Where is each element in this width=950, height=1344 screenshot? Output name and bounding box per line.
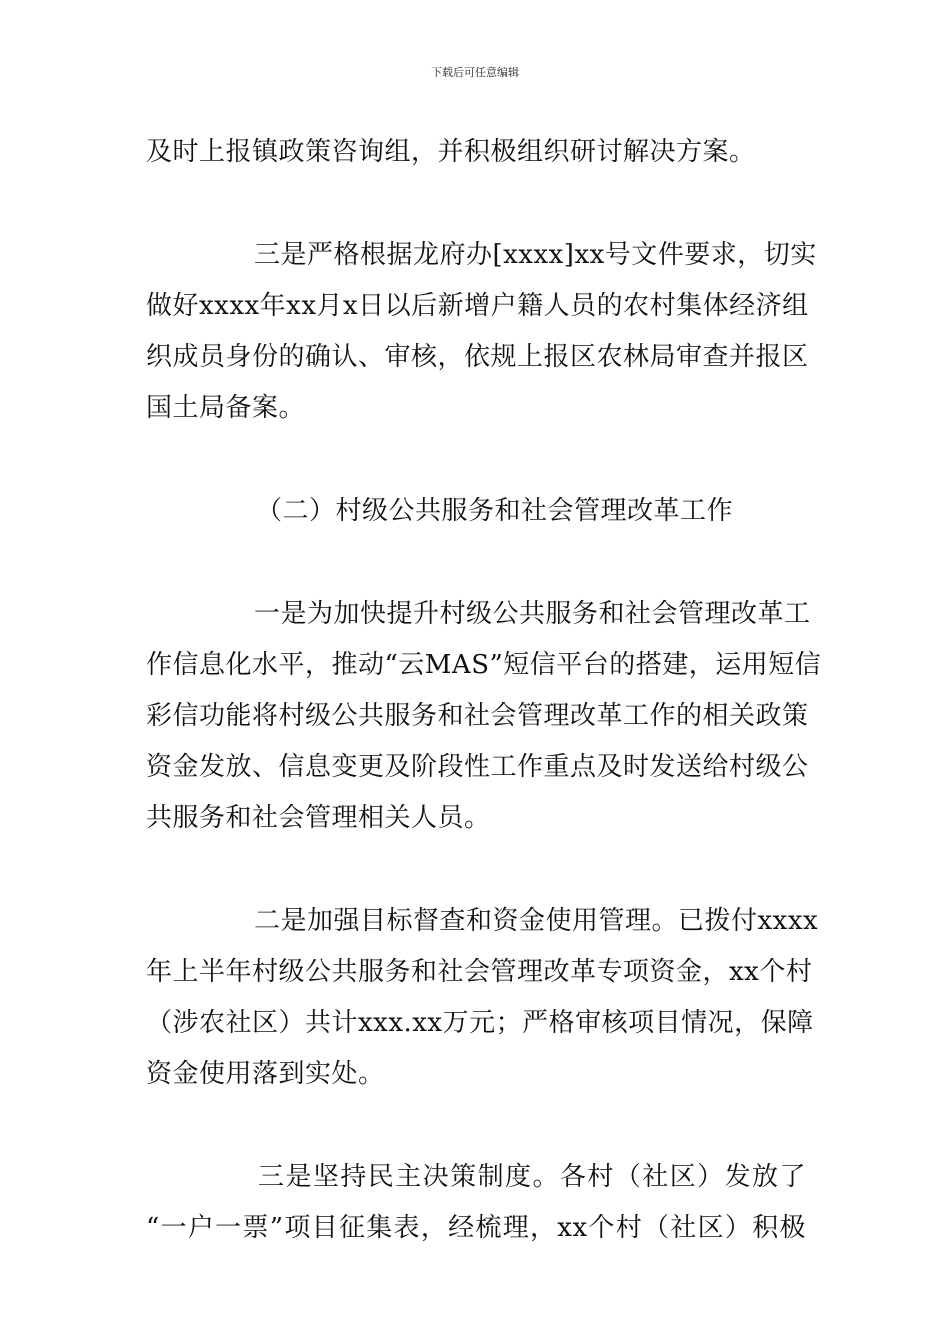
page-header: 下载后可任意编辑 (431, 66, 519, 79)
text-line: 做好xxxx年xx月x日以后新增户籍人员的农村集体经济组 (146, 291, 809, 321)
text-line: 二是加强目标督查和资金使用管理。已拨付xxxx (254, 906, 819, 936)
text-line: 及时上报镇政策咨询组，并积极组织研讨解决方案。 (146, 137, 756, 167)
paragraph-informatization (146, 589, 822, 844)
paragraph-household-registration (146, 230, 817, 434)
text-line: 彩信功能将村级公共服务和社会管理改革工作的相关政策 (146, 701, 809, 731)
text-line: 作信息化水平，推动“云MAS”短信平台的搭建，运用短信 (146, 650, 822, 680)
text-line: 三是严格根据龙府办[xxxx]xx号文件要求，切实 (254, 240, 817, 270)
text-line: 国土局备案。 (146, 393, 306, 423)
text-line: 资金使用落到实处。 (146, 1059, 385, 1089)
text-line: （涉农社区）共计xxx.xx万元；严格审核项目情况，保障 (146, 1008, 814, 1038)
text-line: “一户一票”项目征集表，经梳理，xx个村（社区）积极 (146, 1213, 806, 1243)
text-line: 三是坚持民主决策制度。各村（社区）发放了 (258, 1162, 806, 1192)
text-line: 资金发放、信息变更及阶段性工作重点及时发送给村级公 (146, 752, 809, 782)
paragraph-continuation (146, 127, 806, 178)
paragraph-fund-management (146, 896, 819, 1100)
paragraph-democratic-decision (146, 1152, 806, 1254)
text-line: 年上半年村级公共服务和社会管理改革专项资金，xx个村 (146, 957, 813, 987)
document-body (146, 127, 822, 1254)
text-line: 一是为加快提升村级公共服务和社会管理改革工 (254, 599, 811, 629)
text-line: 织成员身份的确认、审核，依规上报区农林局审查并报区 (146, 342, 809, 372)
section-heading (146, 486, 806, 537)
section-heading-text: （二）村级公共服务和社会管理改革工作 (256, 496, 734, 526)
text-line: 共服务和社会管理相关人员。 (146, 803, 491, 833)
